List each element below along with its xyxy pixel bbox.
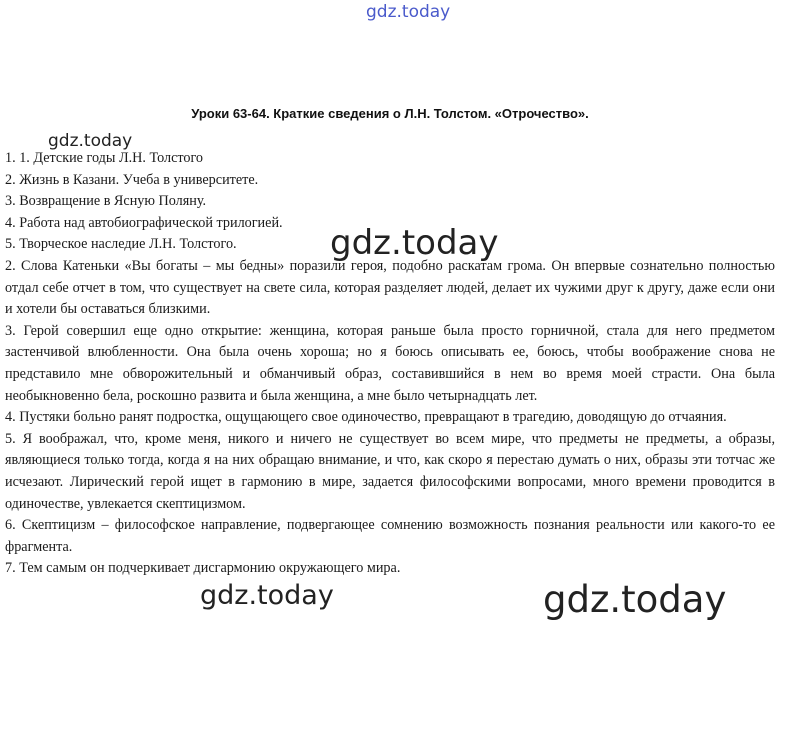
plan-item: 2. Жизнь в Казани. Учеба в университете. <box>5 171 259 188</box>
answer-paragraph: 5. Я воображал, что, кроме меня, никого и ничего не существует во всем мире, что предметы не предметы, а образы, являющиеся только тогда, когда я на них обращаю внимание, и что, как скоро я перестаю думать о них, образы эти тотчас же исчезают. Лирический герой ищет в гармонию в мире, задается философскими вопросами, много времени проводится в одиночестве, увлекается скептицизмом. <box>5 430 775 512</box>
lesson-title: Уроки 63-64. Краткие сведения о Л.Н. Толстом. «Отрочество». <box>191 106 589 121</box>
watermark-large-center: gdz.today <box>330 223 499 263</box>
watermark-bottom-left: gdz.today <box>200 580 334 611</box>
answer-paragraph: 6. Скептицизм – философское направление, подвергающее сомнению возможность познания реальности или какого-то ее фрагмента. <box>5 517 775 555</box>
answer-body <box>5 148 775 580</box>
answer-paragraph: 7. Тем самым он подчеркивает дисгармонию окружающего мира. <box>5 560 401 577</box>
plan-item: 5. Творческое наследие Л.Н. Толстого. <box>5 236 237 253</box>
answer-paragraph: 3. Герой совершил еще одно открытие: женщина, которая раньше была просто горничной, стала для него предметом застенчивой влюбленности. Она была очень хороша; но я боюсь описывать ее, боюсь, чтобы воображение снова не представило мне обворожительный и обманчивый образ, составившийся в нем во время моей страсти. Она была необыкновенно бела, роскошно развита и была женщина, а мне было четырнадцать лет. <box>5 322 775 404</box>
answer-paragraph: 2. Слова Катеньки «Вы богаты – мы бедны» поразили героя, подобно раскатам грома. Он впервые сознательно полностью отдал себе отчет в том, что существует на свете сила, которая разделяет людей, делает их чужими друг к другу, даже если они и хотели бы оставаться близкими. <box>5 257 775 318</box>
watermark-bottom-right: gdz.today <box>543 578 727 621</box>
watermark-top: gdz.today <box>366 2 451 22</box>
plan-item: 3. Возвращение в Ясную Поляну. <box>5 193 207 210</box>
plan-item: 1. 1. Детские годы Л.Н. Толстого <box>5 150 204 166</box>
watermark-small: gdz.today <box>48 131 133 151</box>
plan-item: 4. Работа над автобиографической трилогией. <box>5 214 283 231</box>
answer-paragraph: 4. Пустяки больно ранят подростка, ощущающего свое одиночество, превращают в трагедию, доводящую до отчаяния. <box>5 409 727 426</box>
